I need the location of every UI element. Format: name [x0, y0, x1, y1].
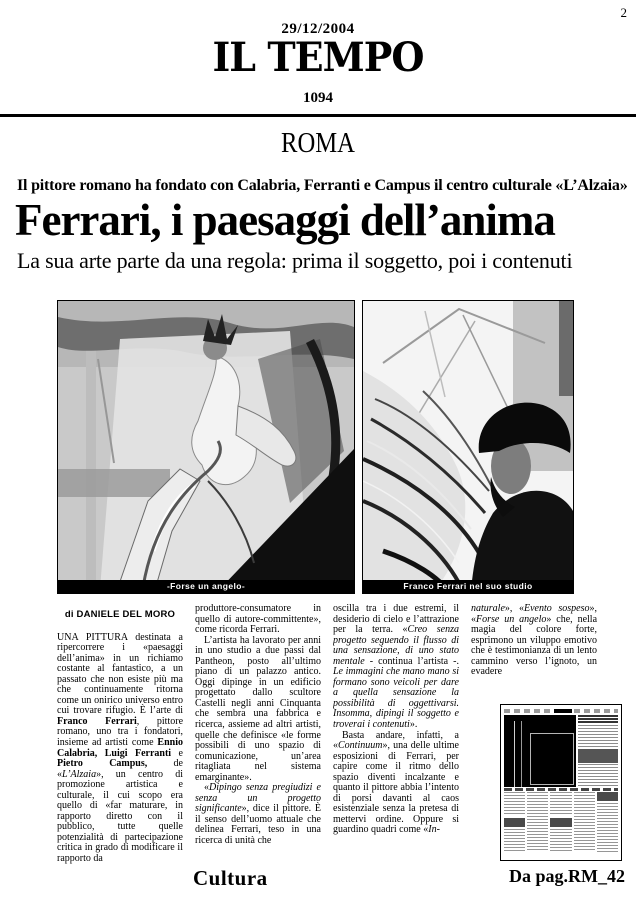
source-page-reference: Da pag.RM_42 [509, 866, 625, 886]
thumbnail-right-column [578, 715, 618, 787]
studio-photo [362, 300, 574, 594]
painting-photo [57, 300, 355, 594]
section-title: ROMA [281, 128, 355, 159]
photo-caption-right: Franco Ferrari nel suo studio [363, 580, 573, 593]
article-byline: di DANIELE DEL MORO [64, 609, 176, 620]
article-kicker: Il pittore romano ha fondato con Calabria, Ferranti e Campus il centro culturale «L’Alzaia» [17, 177, 628, 194]
masthead-logo: IL TEMPO [212, 34, 424, 81]
thumbnail-text-grid [504, 792, 618, 852]
thumbnail-caption-line [504, 788, 618, 791]
article-headline: Ferrari, i paesaggi dell’anima [15, 195, 555, 245]
article-column-1 [57, 604, 183, 872]
thumbnail-header [504, 709, 618, 713]
page-number: 2 [620, 5, 627, 20]
header-rule [0, 114, 636, 117]
painting-illustration [58, 301, 354, 593]
thumbnail-photo-block [504, 715, 576, 787]
edition-number: 1094 [303, 90, 333, 106]
article-column-2: produttore-consumatore in quello di autore-committente», come ricorda Ferrari. L’artista ha lavorato per anni in uno studio a due passi dal Pantheon, posto all’ultimo piano di un palazzo antico. Oggi dipinge in un edificio progettato dallo scultore Castelli negli anni Cinquanta che sembra una fabbrica e ricerca, assieme ad altri artisti, quelle che definisce «le forme possibili di uno spazio di comunicazione, un’area ritagliata nel sistema emarginante». «Dipingo senza pregiudizi e senza un progetto significante», dice il pittore. È il senso dell’uomo attuale che delinea Ferrari, teso in una ricerca di unità che [195, 604, 321, 847]
studio-illustration [363, 301, 573, 593]
section-label-cultura: Cultura [193, 866, 268, 890]
page-thumbnail [500, 704, 622, 861]
article-column-4: naturale», «Evento sospeso», «Forse un angelo» che, nella magia del colore forte, esprimono un viluppo emotivo che è testimonianza di un lento cammino verso l’ignoto, un evadere [471, 604, 597, 678]
article-column-3: oscilla tra i due estremi, il desiderio di cielo e l’attrazione per la terra. «Creo senza progetto seguendo il flusso di una sensazione, di uno stato mentale - continua l’artista -. Le immagini che mano mano si formano sono veicoli per dare a quella sensazione la possibilità di oggettivarsi. Insomma, dipingi il soggetto e troverai i contenuti». Basta andare, infatti, a «Continuum», una delle ultime esposizioni di Ferrari, per capire come il ritmo dello spazio diventi incalzante e quanto il pittore abbia l’intento di porsi davanti al caos esistenziale senza la pretesa di mettervi ordine. Oppure si guardino quadri come «In- [333, 604, 459, 836]
article-subhead: La sua arte parte da una regola: prima il soggetto, poi i contenuti [17, 248, 573, 273]
issue-date: 29/12/2004 [281, 21, 355, 37]
article-column-1-text: UNA PITTURA destinata a ripercorrere i «paesaggi dell’anima» in un richiamo costante al fantastico, a un passato che non esiste più ma che continuamente ritorna come un onirico universo entro cui trovare rifugio. È l’arte di Franco Ferrari, pittore romano, uno tra i fondatori, insieme ad artisti come Ennio Calabria, Luigi Ferranti e Pietro Campus, de «L’Alzaia», un centro di promozione artistica e culturale, il cui scopo era quello di «far maturare, in rapporto diretto con il pubblico, tutte quelle potenzialità di partecipazione critica in grado di modificare il rapporto da [57, 631, 183, 865]
photo-caption-left: -Forse un angelo- [58, 580, 354, 593]
